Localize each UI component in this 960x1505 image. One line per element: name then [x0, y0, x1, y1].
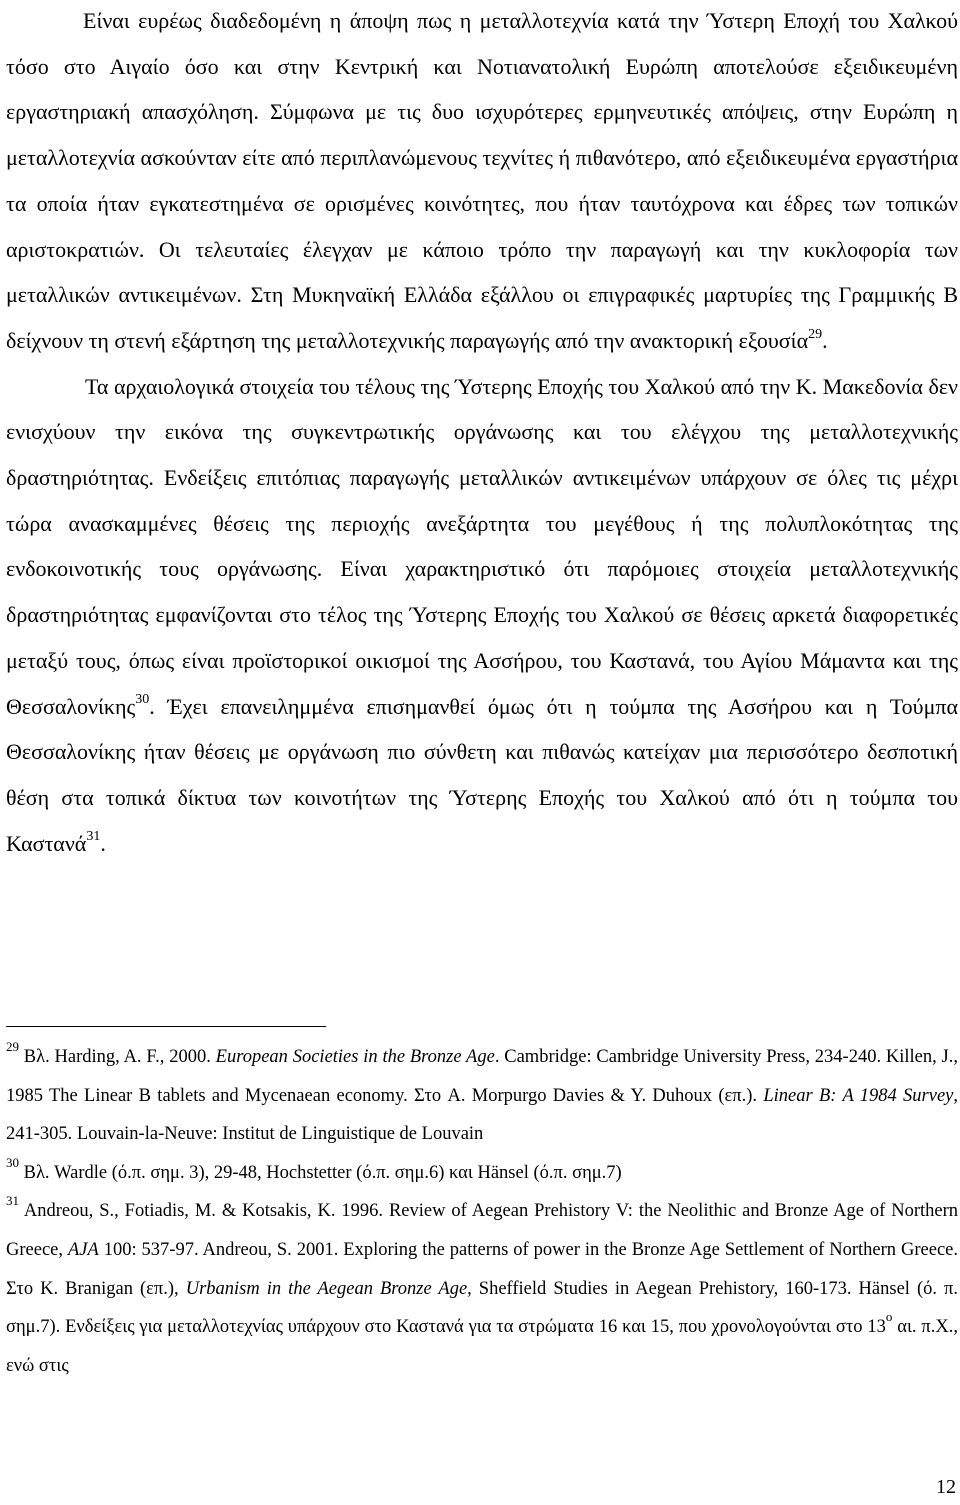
page-number: 12: [936, 1476, 956, 1498]
footnote-31-title: Urbanism in the Aegean Bronze Age: [185, 1278, 468, 1299]
footnote-30-text: Βλ. Wardle (ό.π. σημ. 3), 29-48, Hochstetter (ό.π. σημ.6) και Hänsel (ό.π. σημ.7): [19, 1162, 622, 1183]
footnote-29-title-2: Linear B: A 1984 Survey: [763, 1085, 954, 1106]
footnote-31-ordinal: ο: [885, 1309, 893, 1324]
footnote-ref-29: 29: [808, 326, 823, 342]
footnote-31-text-2: 100: 537-97. Andreou, S. 2001. Exploring the patterns of power in the Bronze Age Settlement of Northern Greece. Στο K. Branigan (επ.),: [6, 1239, 958, 1299]
footnote-29-number: 29: [6, 1038, 19, 1054]
footnote-separator: [6, 1026, 326, 1027]
paragraph-2-text-b: . Έχει επανειλημμένα επισημανθεί όμως ότι η τούμπα της Ασσήρου και η Τούμπα Θεσσαλονίκης ήταν θέσεις με οργάνωση πιο σύνθετη και πιθανώς κατείχαν μια περισσότερο δεσποτική θέση στα τοπικά δίκτυα των κοινοτήτων της Ύστερης Εποχής του Χαλκού από ότι η τούμπα του Καστανά: [6, 693, 958, 856]
paragraph-2-text-a: Τα αρχαιολογικά στοιχεία του τέλους της Ύστερης Εποχής του Χαλκού από την Κ. Μακεδονία δεν ενισχύουν την εικόνα της συγκεντρωτικής οργάνωσης και του ελέγχου της μεταλλοτεχνικής δραστηριότητας. Ενδείξεις επιτόπιας παραγωγής μεταλλικών αντικειμένων υπάρχουν σε όλες τις μέχρι τώρα ανασκαμμένες θέσεις της περιοχής ανεξάρτητα του μεγέθους ή της πολυπλοκότητας της ενδοκοινοτικής τους οργάνωσης. Είναι χαρακτηριστικό ότι παρόμοιες στοιχεία μεταλλοτεχνικής δραστηριότητας εμφανίζονται στο τέλος της Ύστερης Εποχής του Χαλκού σε θέσεις αρκετά διαφορετικές μεταξύ τους, όπως είναι προϊστορικοί οικισμοί της Ασσήρου, του Καστανά, του Αγίου Μάμαντα και της Θεσσαλονίκης: [6, 373, 958, 719]
document-page: [6, 0, 959, 1376]
footnote-31-journal: AJA: [67, 1239, 99, 1260]
footnote-29: [6, 1038, 958, 1154]
footnote-31-text-1: Andreou, S., Fotiadis, M. & Kotsakis, K. 1996. Review of Aegean Prehistory V: the Neolithic and Bronze Age of Northern Greece,: [6, 1201, 958, 1260]
footnote-30: [6, 1154, 958, 1193]
footnote-31: [6, 1192, 958, 1385]
body-paragraph-2: [6, 364, 958, 867]
footnote-31-text-3: , Sheffield Studies in Aegean Prehistory, 160-173. Hänsel (ό. π. σημ.7). Ενδείξεις για μεταλλοτεχνίας υπάρχουν στο Καστανά για τα στρώματα 16 και 15, που χρονολογούνται στο 13: [6, 1278, 958, 1338]
footnote-29-text-3: , 241-305. Louvain-la-Neuve: Institut de Linguistique de Louvain: [6, 1085, 958, 1145]
footnote-29-text-2: . Cambridge: Cambridge University Press, 234-240. Killen, J., 1985 The Linear B tablets and Mycenaean economy. Στο A. Morpurgo Davies & Y. Duhoux (επ.).: [6, 1047, 958, 1106]
paragraph-1-end: .: [822, 327, 828, 353]
footnote-29-text-1: Βλ. Harding, A. F., 2000.: [19, 1047, 216, 1067]
footnote-ref-30: 30: [135, 692, 150, 708]
footnote-31-text-4: αι. π.Χ., ενώ στις: [6, 1317, 959, 1376]
footnote-31-number: 31: [6, 1193, 19, 1209]
paragraph-1-text: Είναι ευρέως διαδεδομένη η άποψη πως η μεταλλοτεχνία κατά την Ύστερη Εποχή του Χαλκού τόσο στο Αιγαίο όσο και στην Κεντρική και Νοτιανατολική Ευρώπη αποτελούσε εξειδικευμένη εργαστηριακή απασχόληση. Σύμφωνα με τις δυο ισχυρότερες ερμηνευτικές απόψεις, στην Ευρώπη η μεταλλοτεχνία ασκούνταν είτε από περιπλανώμενους τεχνίτες ή πιθανότερο, από εξειδικευμένα εργαστήρια τα οποία ήταν εγκατεστημένα σε ορισμένες κοινότητες, που ήταν ταυτόχρονα και έδρες των τοπικών αριστοκρατιών. Οι τελευταίες έλεγχαν με κάποιο τρόπο την παραγωγή και την κυκλοφορία των μεταλλικών αντικειμένων. Στη Μυκηναϊκή Ελλάδα εξάλλου οι επιγραφικές μαρτυρίες της Γραμμικής Β δείχνουν τη στενή εξάρτηση της μεταλλοτεχνικής παραγωγής από την ανακτορική εξουσία: [6, 8, 958, 353]
paragraph-2-end: .: [100, 830, 106, 856]
footnotes: [6, 1038, 958, 1385]
footnote-29-title-1: European Societies in the Bronze Age: [215, 1047, 495, 1067]
footnote-ref-31: 31: [86, 829, 101, 845]
footnote-30-number: 30: [6, 1154, 19, 1170]
body-paragraph-1: [6, 0, 958, 364]
